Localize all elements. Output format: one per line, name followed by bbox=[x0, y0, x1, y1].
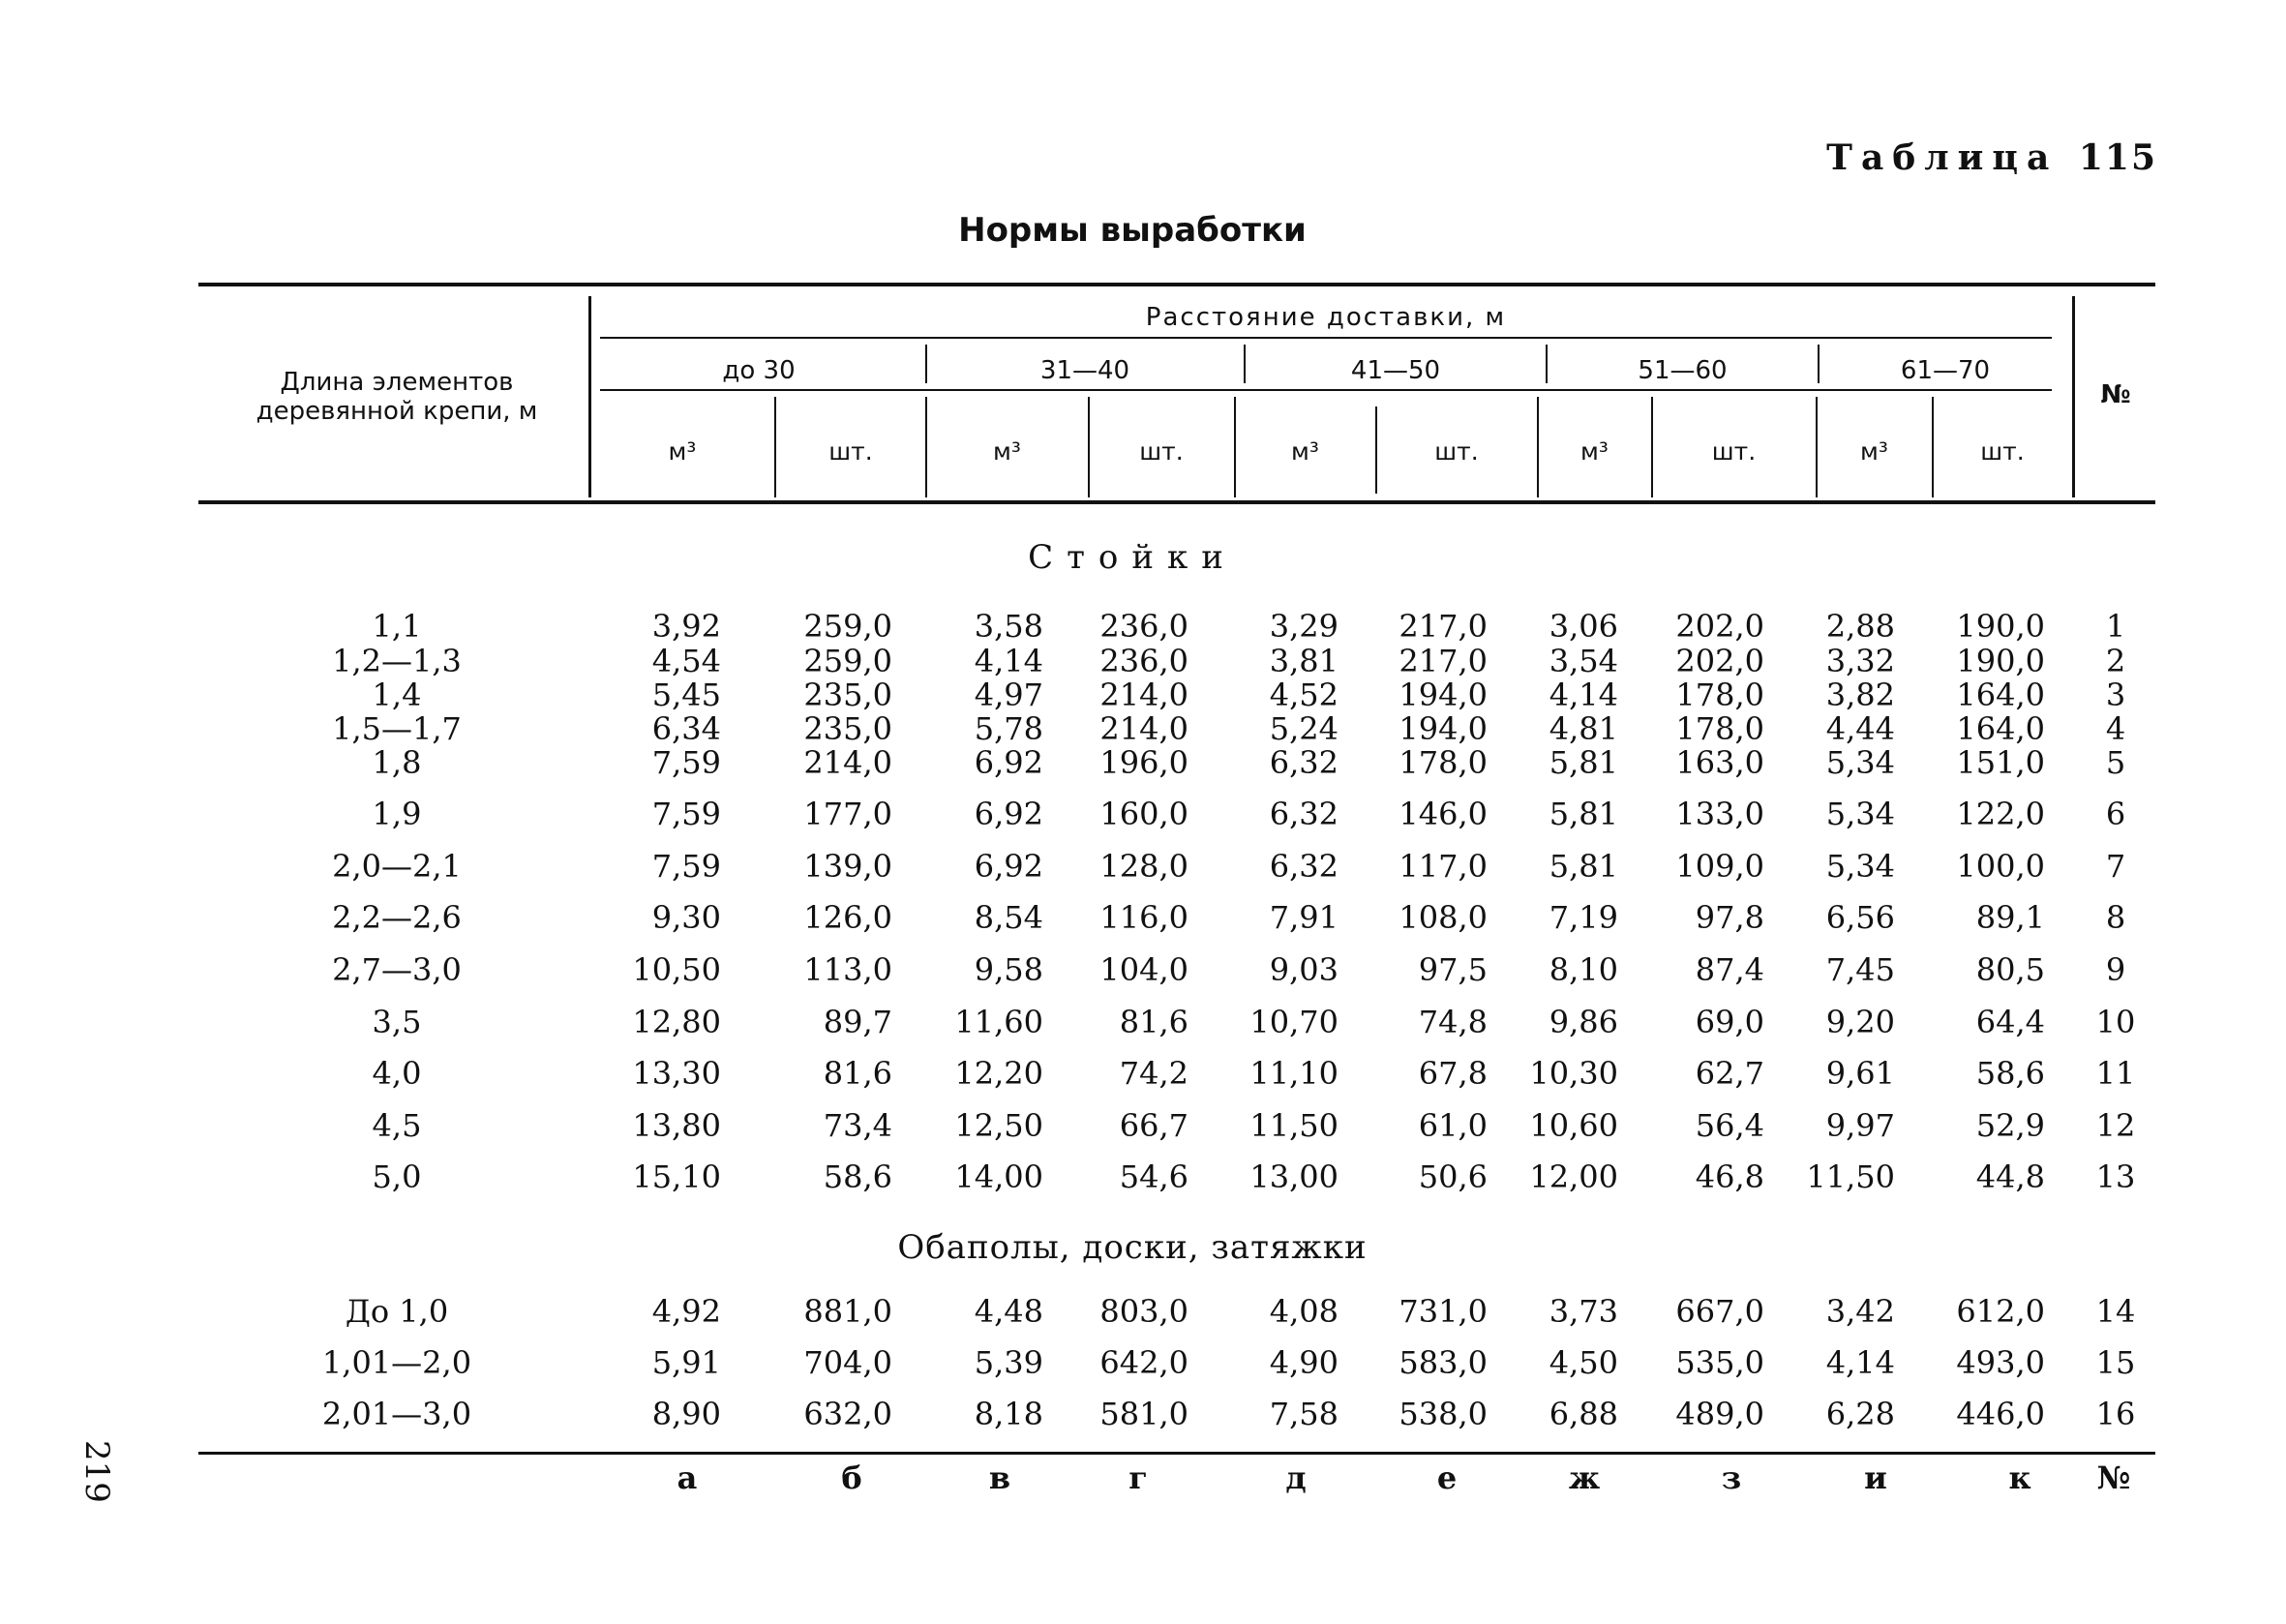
value-pcs-cell: 632,0 bbox=[803, 1396, 892, 1432]
value-m3-cell: 9,97 bbox=[1825, 1107, 1895, 1144]
row-number-cell: 6 bbox=[2105, 796, 2126, 832]
value-pcs-cell: 122,0 bbox=[1956, 796, 2045, 832]
value-m3-cell: 5,34 bbox=[1825, 848, 1895, 885]
value-m3-cell: 10,60 bbox=[1529, 1107, 1618, 1144]
value-pcs-cell: 151,0 bbox=[1956, 744, 2045, 781]
value-pcs-cell: 128,0 bbox=[1099, 848, 1188, 885]
value-m3-cell: 3,54 bbox=[1549, 643, 1618, 679]
value-pcs-cell: 235,0 bbox=[803, 710, 892, 747]
column-letters-row bbox=[0, 1459, 2265, 1498]
value-pcs-cell: 46,8 bbox=[1695, 1158, 1764, 1195]
table-row bbox=[0, 746, 2265, 779]
value-m3-cell: 4,14 bbox=[1825, 1344, 1895, 1381]
row-number-cell: 13 bbox=[2095, 1158, 2136, 1195]
value-pcs-cell: 214,0 bbox=[803, 744, 892, 781]
element-length-cell: 1,9 bbox=[372, 796, 422, 832]
value-m3-cell: 6,34 bbox=[651, 710, 721, 747]
table-row bbox=[0, 1006, 2265, 1038]
header-bottom-rule bbox=[198, 500, 2155, 504]
column-letter: д bbox=[1285, 1459, 1307, 1496]
value-m3-cell: 6,92 bbox=[974, 796, 1043, 832]
value-pcs-cell: 74,8 bbox=[1418, 1004, 1488, 1040]
value-pcs-cell: 87,4 bbox=[1695, 951, 1764, 988]
element-length-cell: 2,7—3,0 bbox=[332, 951, 462, 988]
element-length-cell: 4,0 bbox=[372, 1055, 422, 1092]
column-letter: е bbox=[1436, 1459, 1458, 1496]
row-number-cell: 12 bbox=[2095, 1107, 2136, 1144]
value-pcs-cell: 97,8 bbox=[1695, 899, 1764, 936]
value-m3-cell: 6,32 bbox=[1269, 796, 1339, 832]
distance-group-header: Расстояние доставки, м bbox=[1145, 303, 1507, 332]
page-number: 219 bbox=[77, 1440, 116, 1503]
value-m3-cell: 6,32 bbox=[1269, 744, 1339, 781]
value-pcs-cell: 581,0 bbox=[1099, 1396, 1188, 1432]
value-pcs-cell: 164,0 bbox=[1956, 677, 2045, 713]
value-pcs-cell: 489,0 bbox=[1675, 1396, 1764, 1432]
range-header: 41—50 bbox=[1350, 356, 1441, 385]
value-pcs-cell: 133,0 bbox=[1675, 796, 1764, 832]
value-pcs-cell: 58,6 bbox=[823, 1158, 892, 1195]
value-m3-cell: 6,92 bbox=[974, 848, 1043, 885]
row-number-cell: 11 bbox=[2095, 1055, 2136, 1092]
unit-m3: м³ bbox=[1860, 437, 1888, 466]
row-number-cell: 15 bbox=[2095, 1344, 2136, 1381]
value-m3-cell: 5,45 bbox=[651, 677, 721, 713]
value-pcs-cell: 259,0 bbox=[803, 643, 892, 679]
value-pcs-cell: 164,0 bbox=[1956, 710, 2045, 747]
value-m3-cell: 5,39 bbox=[974, 1344, 1043, 1381]
table-row bbox=[0, 1160, 2265, 1193]
value-pcs-cell: 89,1 bbox=[1975, 899, 2045, 936]
value-pcs-cell: 190,0 bbox=[1956, 643, 2045, 679]
value-m3-cell: 6,88 bbox=[1549, 1396, 1618, 1432]
value-pcs-cell: 104,0 bbox=[1099, 951, 1188, 988]
value-pcs-cell: 73,4 bbox=[823, 1107, 892, 1144]
value-pcs-cell: 126,0 bbox=[803, 899, 892, 936]
section-title-obapoly: Обаполы, доски, затяжки bbox=[897, 1228, 1368, 1267]
value-pcs-cell: 109,0 bbox=[1675, 848, 1764, 885]
value-pcs-cell: 583,0 bbox=[1399, 1344, 1488, 1381]
value-m3-cell: 9,20 bbox=[1825, 1004, 1895, 1040]
table-row bbox=[0, 901, 2265, 934]
number-column-header: № bbox=[2100, 380, 2131, 409]
value-m3-cell: 12,20 bbox=[954, 1055, 1043, 1092]
row-number-cell: 3 bbox=[2105, 677, 2126, 713]
value-m3-cell: 4,54 bbox=[651, 643, 721, 679]
table-label bbox=[1826, 137, 2157, 178]
element-length-cell: 4,5 bbox=[372, 1107, 422, 1144]
value-m3-cell: 8,90 bbox=[651, 1396, 721, 1432]
header-divider bbox=[588, 296, 591, 497]
value-m3-cell: 3,81 bbox=[1269, 643, 1339, 679]
table-row bbox=[0, 610, 2265, 643]
value-m3-cell: 4,97 bbox=[974, 677, 1043, 713]
value-pcs-cell: 194,0 bbox=[1399, 677, 1488, 713]
value-pcs-cell: 235,0 bbox=[803, 677, 892, 713]
row-number-cell: 1 bbox=[2105, 608, 2126, 645]
value-m3-cell: 8,10 bbox=[1549, 951, 1618, 988]
value-pcs-cell: 146,0 bbox=[1399, 796, 1488, 832]
column-letter: в bbox=[988, 1459, 1011, 1496]
value-m3-cell: 8,54 bbox=[974, 899, 1043, 936]
value-pcs-cell: 642,0 bbox=[1099, 1344, 1188, 1381]
element-length-cell: 3,5 bbox=[372, 1004, 422, 1040]
value-m3-cell: 5,81 bbox=[1549, 848, 1618, 885]
row-number-cell: 2 bbox=[2105, 643, 2126, 679]
table-bottom-rule bbox=[198, 1452, 2155, 1455]
column-letter: № bbox=[2096, 1459, 2131, 1496]
value-pcs-cell: 67,8 bbox=[1418, 1055, 1488, 1092]
range-divider bbox=[1818, 345, 1820, 383]
column-letter: а bbox=[677, 1459, 698, 1496]
value-m3-cell: 3,92 bbox=[651, 608, 721, 645]
range-header: 31—40 bbox=[1039, 356, 1130, 385]
value-m3-cell: 12,00 bbox=[1529, 1158, 1618, 1195]
distance-group-rule bbox=[600, 337, 2052, 339]
value-pcs-cell: 194,0 bbox=[1399, 710, 1488, 747]
row-number-cell: 9 bbox=[2105, 951, 2126, 988]
value-m3-cell: 9,03 bbox=[1269, 951, 1339, 988]
value-m3-cell: 3,82 bbox=[1825, 677, 1895, 713]
value-pcs-cell: 100,0 bbox=[1956, 848, 2045, 885]
element-length-cell: 1,2—1,3 bbox=[332, 643, 462, 679]
value-m3-cell: 14,00 bbox=[954, 1158, 1043, 1195]
table-label-number: 115 bbox=[2078, 137, 2157, 178]
value-pcs-cell: 74,2 bbox=[1119, 1055, 1188, 1092]
value-m3-cell: 9,30 bbox=[651, 899, 721, 936]
value-pcs-cell: 731,0 bbox=[1399, 1293, 1488, 1330]
value-pcs-cell: 117,0 bbox=[1399, 848, 1488, 885]
value-m3-cell: 2,88 bbox=[1825, 608, 1895, 645]
page-title: Нормы выработки bbox=[958, 211, 1307, 250]
element-length-cell: 2,2—2,6 bbox=[332, 899, 462, 936]
value-pcs-cell: 62,7 bbox=[1695, 1055, 1764, 1092]
value-m3-cell: 9,86 bbox=[1549, 1004, 1618, 1040]
value-pcs-cell: 538,0 bbox=[1399, 1396, 1488, 1432]
value-m3-cell: 4,08 bbox=[1269, 1293, 1339, 1330]
element-length-cell: 2,0—2,1 bbox=[332, 848, 462, 885]
value-m3-cell: 13,80 bbox=[632, 1107, 721, 1144]
table-row bbox=[0, 1346, 2265, 1379]
row-number-cell: 10 bbox=[2095, 1004, 2136, 1040]
table-row bbox=[0, 1398, 2265, 1430]
value-m3-cell: 6,56 bbox=[1825, 899, 1895, 936]
header-divider bbox=[2072, 296, 2075, 497]
value-m3-cell: 4,81 bbox=[1549, 710, 1618, 747]
value-m3-cell: 5,34 bbox=[1825, 796, 1895, 832]
table-row bbox=[0, 797, 2265, 830]
unit-pcs: шт. bbox=[1711, 437, 1757, 466]
value-m3-cell: 7,19 bbox=[1549, 899, 1618, 936]
value-m3-cell: 4,44 bbox=[1825, 710, 1895, 747]
column-letter: з bbox=[1721, 1459, 1742, 1496]
table-row bbox=[0, 712, 2265, 745]
element-length-cell: До 1,0 bbox=[345, 1293, 449, 1330]
value-pcs-cell: 446,0 bbox=[1956, 1396, 2045, 1432]
value-m3-cell: 5,81 bbox=[1549, 744, 1618, 781]
value-pcs-cell: 667,0 bbox=[1675, 1293, 1764, 1330]
value-pcs-cell: 236,0 bbox=[1099, 643, 1188, 679]
value-pcs-cell: 236,0 bbox=[1099, 608, 1188, 645]
value-pcs-cell: 52,9 bbox=[1975, 1107, 2045, 1144]
value-m3-cell: 11,10 bbox=[1249, 1055, 1339, 1092]
value-m3-cell: 6,28 bbox=[1825, 1396, 1895, 1432]
value-m3-cell: 3,29 bbox=[1269, 608, 1339, 645]
table-row bbox=[0, 678, 2265, 711]
unit-m3: м³ bbox=[993, 437, 1021, 466]
range-divider bbox=[1546, 345, 1548, 383]
value-m3-cell: 4,90 bbox=[1269, 1344, 1339, 1381]
table-row bbox=[0, 1295, 2265, 1328]
unit-m3: м³ bbox=[1580, 437, 1609, 466]
unit-pcs: шт. bbox=[1434, 437, 1479, 466]
value-pcs-cell: 190,0 bbox=[1956, 608, 2045, 645]
row-number-cell: 7 bbox=[2105, 848, 2126, 885]
column-letter: к bbox=[2008, 1459, 2031, 1496]
value-pcs-cell: 178,0 bbox=[1675, 710, 1764, 747]
value-m3-cell: 15,10 bbox=[632, 1158, 721, 1195]
value-pcs-cell: 214,0 bbox=[1099, 710, 1188, 747]
value-m3-cell: 7,59 bbox=[651, 848, 721, 885]
value-pcs-cell: 704,0 bbox=[803, 1344, 892, 1381]
row-number-cell: 5 bbox=[2105, 744, 2126, 781]
value-pcs-cell: 116,0 bbox=[1099, 899, 1188, 936]
value-m3-cell: 3,42 bbox=[1825, 1293, 1895, 1330]
value-pcs-cell: 139,0 bbox=[803, 848, 892, 885]
value-m3-cell: 6,32 bbox=[1269, 848, 1339, 885]
value-m3-cell: 4,92 bbox=[651, 1293, 721, 1330]
value-m3-cell: 8,18 bbox=[974, 1396, 1043, 1432]
unit-pcs: шт. bbox=[1980, 437, 2025, 466]
column-letter: и bbox=[1864, 1459, 1887, 1496]
value-m3-cell: 5,81 bbox=[1549, 796, 1618, 832]
value-pcs-cell: 66,7 bbox=[1119, 1107, 1188, 1144]
value-m3-cell: 4,50 bbox=[1549, 1344, 1618, 1381]
table-row bbox=[0, 1109, 2265, 1142]
value-m3-cell: 4,14 bbox=[1549, 677, 1618, 713]
value-pcs-cell: 177,0 bbox=[803, 796, 892, 832]
value-m3-cell: 5,24 bbox=[1269, 710, 1339, 747]
element-length-cell: 1,5—1,7 bbox=[332, 710, 462, 747]
value-m3-cell: 9,58 bbox=[974, 951, 1043, 988]
value-pcs-cell: 202,0 bbox=[1675, 608, 1764, 645]
unit-m3: м³ bbox=[1291, 437, 1319, 466]
range-rule bbox=[600, 389, 2052, 391]
value-pcs-cell: 81,6 bbox=[823, 1055, 892, 1092]
value-m3-cell: 12,50 bbox=[954, 1107, 1043, 1144]
value-m3-cell: 11,60 bbox=[954, 1004, 1043, 1040]
range-divider bbox=[925, 345, 927, 383]
element-length-cell: 1,1 bbox=[372, 608, 422, 645]
value-m3-cell: 6,92 bbox=[974, 744, 1043, 781]
value-pcs-cell: 881,0 bbox=[803, 1293, 892, 1330]
table-top-rule bbox=[198, 283, 2155, 286]
element-length-cell: 1,8 bbox=[372, 744, 422, 781]
element-length-cell: 1,4 bbox=[372, 677, 422, 713]
value-m3-cell: 12,80 bbox=[632, 1004, 721, 1040]
value-m3-cell: 3,06 bbox=[1549, 608, 1618, 645]
value-pcs-cell: 214,0 bbox=[1099, 677, 1188, 713]
value-pcs-cell: 108,0 bbox=[1399, 899, 1488, 936]
value-pcs-cell: 612,0 bbox=[1956, 1293, 2045, 1330]
value-pcs-cell: 89,7 bbox=[823, 1004, 892, 1040]
value-pcs-cell: 97,5 bbox=[1418, 951, 1488, 988]
value-pcs-cell: 160,0 bbox=[1099, 796, 1188, 832]
value-pcs-cell: 69,0 bbox=[1695, 1004, 1764, 1040]
section-title-stoiki: Стойки bbox=[1028, 538, 1237, 577]
row-number-cell: 4 bbox=[2105, 710, 2126, 747]
value-m3-cell: 13,30 bbox=[632, 1055, 721, 1092]
value-pcs-cell: 259,0 bbox=[803, 608, 892, 645]
unit-divider bbox=[774, 397, 776, 497]
value-pcs-cell: 80,5 bbox=[1975, 951, 2045, 988]
value-pcs-cell: 81,6 bbox=[1119, 1004, 1188, 1040]
range-header: до 30 bbox=[722, 356, 796, 385]
value-m3-cell: 5,34 bbox=[1825, 744, 1895, 781]
element-length-cell: 2,01—3,0 bbox=[321, 1396, 472, 1432]
value-m3-cell: 4,14 bbox=[974, 643, 1043, 679]
value-pcs-cell: 493,0 bbox=[1956, 1344, 2045, 1381]
value-m3-cell: 11,50 bbox=[1806, 1158, 1895, 1195]
value-pcs-cell: 217,0 bbox=[1399, 643, 1488, 679]
row-number-cell: 16 bbox=[2095, 1396, 2136, 1432]
value-m3-cell: 5,91 bbox=[651, 1344, 721, 1381]
table-label-word: Таблица bbox=[1826, 137, 2059, 178]
value-m3-cell: 3,32 bbox=[1825, 643, 1895, 679]
value-pcs-cell: 178,0 bbox=[1675, 677, 1764, 713]
element-length-cell: 1,01—2,0 bbox=[321, 1344, 472, 1381]
value-m3-cell: 7,59 bbox=[651, 796, 721, 832]
value-m3-cell: 7,58 bbox=[1269, 1396, 1339, 1432]
value-pcs-cell: 535,0 bbox=[1675, 1344, 1764, 1381]
table-row bbox=[0, 645, 2265, 677]
value-m3-cell: 4,52 bbox=[1269, 677, 1339, 713]
value-pcs-cell: 44,8 bbox=[1975, 1158, 2045, 1195]
value-m3-cell: 13,00 bbox=[1249, 1158, 1339, 1195]
value-m3-cell: 3,73 bbox=[1549, 1293, 1618, 1330]
value-pcs-cell: 54,6 bbox=[1119, 1158, 1188, 1195]
value-pcs-cell: 217,0 bbox=[1399, 608, 1488, 645]
value-pcs-cell: 61,0 bbox=[1418, 1107, 1488, 1144]
range-header: 51—60 bbox=[1638, 356, 1728, 385]
value-pcs-cell: 50,6 bbox=[1418, 1158, 1488, 1195]
value-pcs-cell: 58,6 bbox=[1975, 1055, 2045, 1092]
range-divider bbox=[1244, 345, 1246, 383]
value-m3-cell: 9,61 bbox=[1825, 1055, 1895, 1092]
value-m3-cell: 5,78 bbox=[974, 710, 1043, 747]
length-column-header: Длина элементов деревянной крепи, м bbox=[256, 368, 538, 426]
value-pcs-cell: 56,4 bbox=[1695, 1107, 1764, 1144]
table-row bbox=[0, 1057, 2265, 1090]
unit-pcs: шт. bbox=[1139, 437, 1184, 466]
value-m3-cell: 3,58 bbox=[974, 608, 1043, 645]
value-m3-cell: 10,70 bbox=[1249, 1004, 1339, 1040]
element-length-cell: 5,0 bbox=[372, 1158, 422, 1195]
value-pcs-cell: 196,0 bbox=[1099, 744, 1188, 781]
value-m3-cell: 7,91 bbox=[1269, 899, 1339, 936]
unit-m3: м³ bbox=[668, 437, 697, 466]
column-letter: б bbox=[841, 1459, 862, 1496]
value-m3-cell: 7,59 bbox=[651, 744, 721, 781]
value-pcs-cell: 64,4 bbox=[1975, 1004, 2045, 1040]
value-m3-cell: 11,50 bbox=[1249, 1107, 1339, 1144]
unit-pcs: шт. bbox=[828, 437, 873, 466]
value-m3-cell: 4,48 bbox=[974, 1293, 1043, 1330]
value-pcs-cell: 113,0 bbox=[803, 951, 892, 988]
value-m3-cell: 7,45 bbox=[1825, 951, 1895, 988]
column-letter: г bbox=[1128, 1459, 1148, 1496]
value-pcs-cell: 202,0 bbox=[1675, 643, 1764, 679]
value-m3-cell: 10,30 bbox=[1529, 1055, 1618, 1092]
value-pcs-cell: 178,0 bbox=[1399, 744, 1488, 781]
column-letter: ж bbox=[1568, 1459, 1601, 1496]
value-pcs-cell: 163,0 bbox=[1675, 744, 1764, 781]
value-m3-cell: 10,50 bbox=[632, 951, 721, 988]
range-header: 61—70 bbox=[1900, 356, 1991, 385]
row-number-cell: 14 bbox=[2095, 1293, 2136, 1330]
row-number-cell: 8 bbox=[2105, 899, 2126, 936]
table-row bbox=[0, 953, 2265, 986]
table-row bbox=[0, 850, 2265, 883]
value-pcs-cell: 803,0 bbox=[1099, 1293, 1188, 1330]
